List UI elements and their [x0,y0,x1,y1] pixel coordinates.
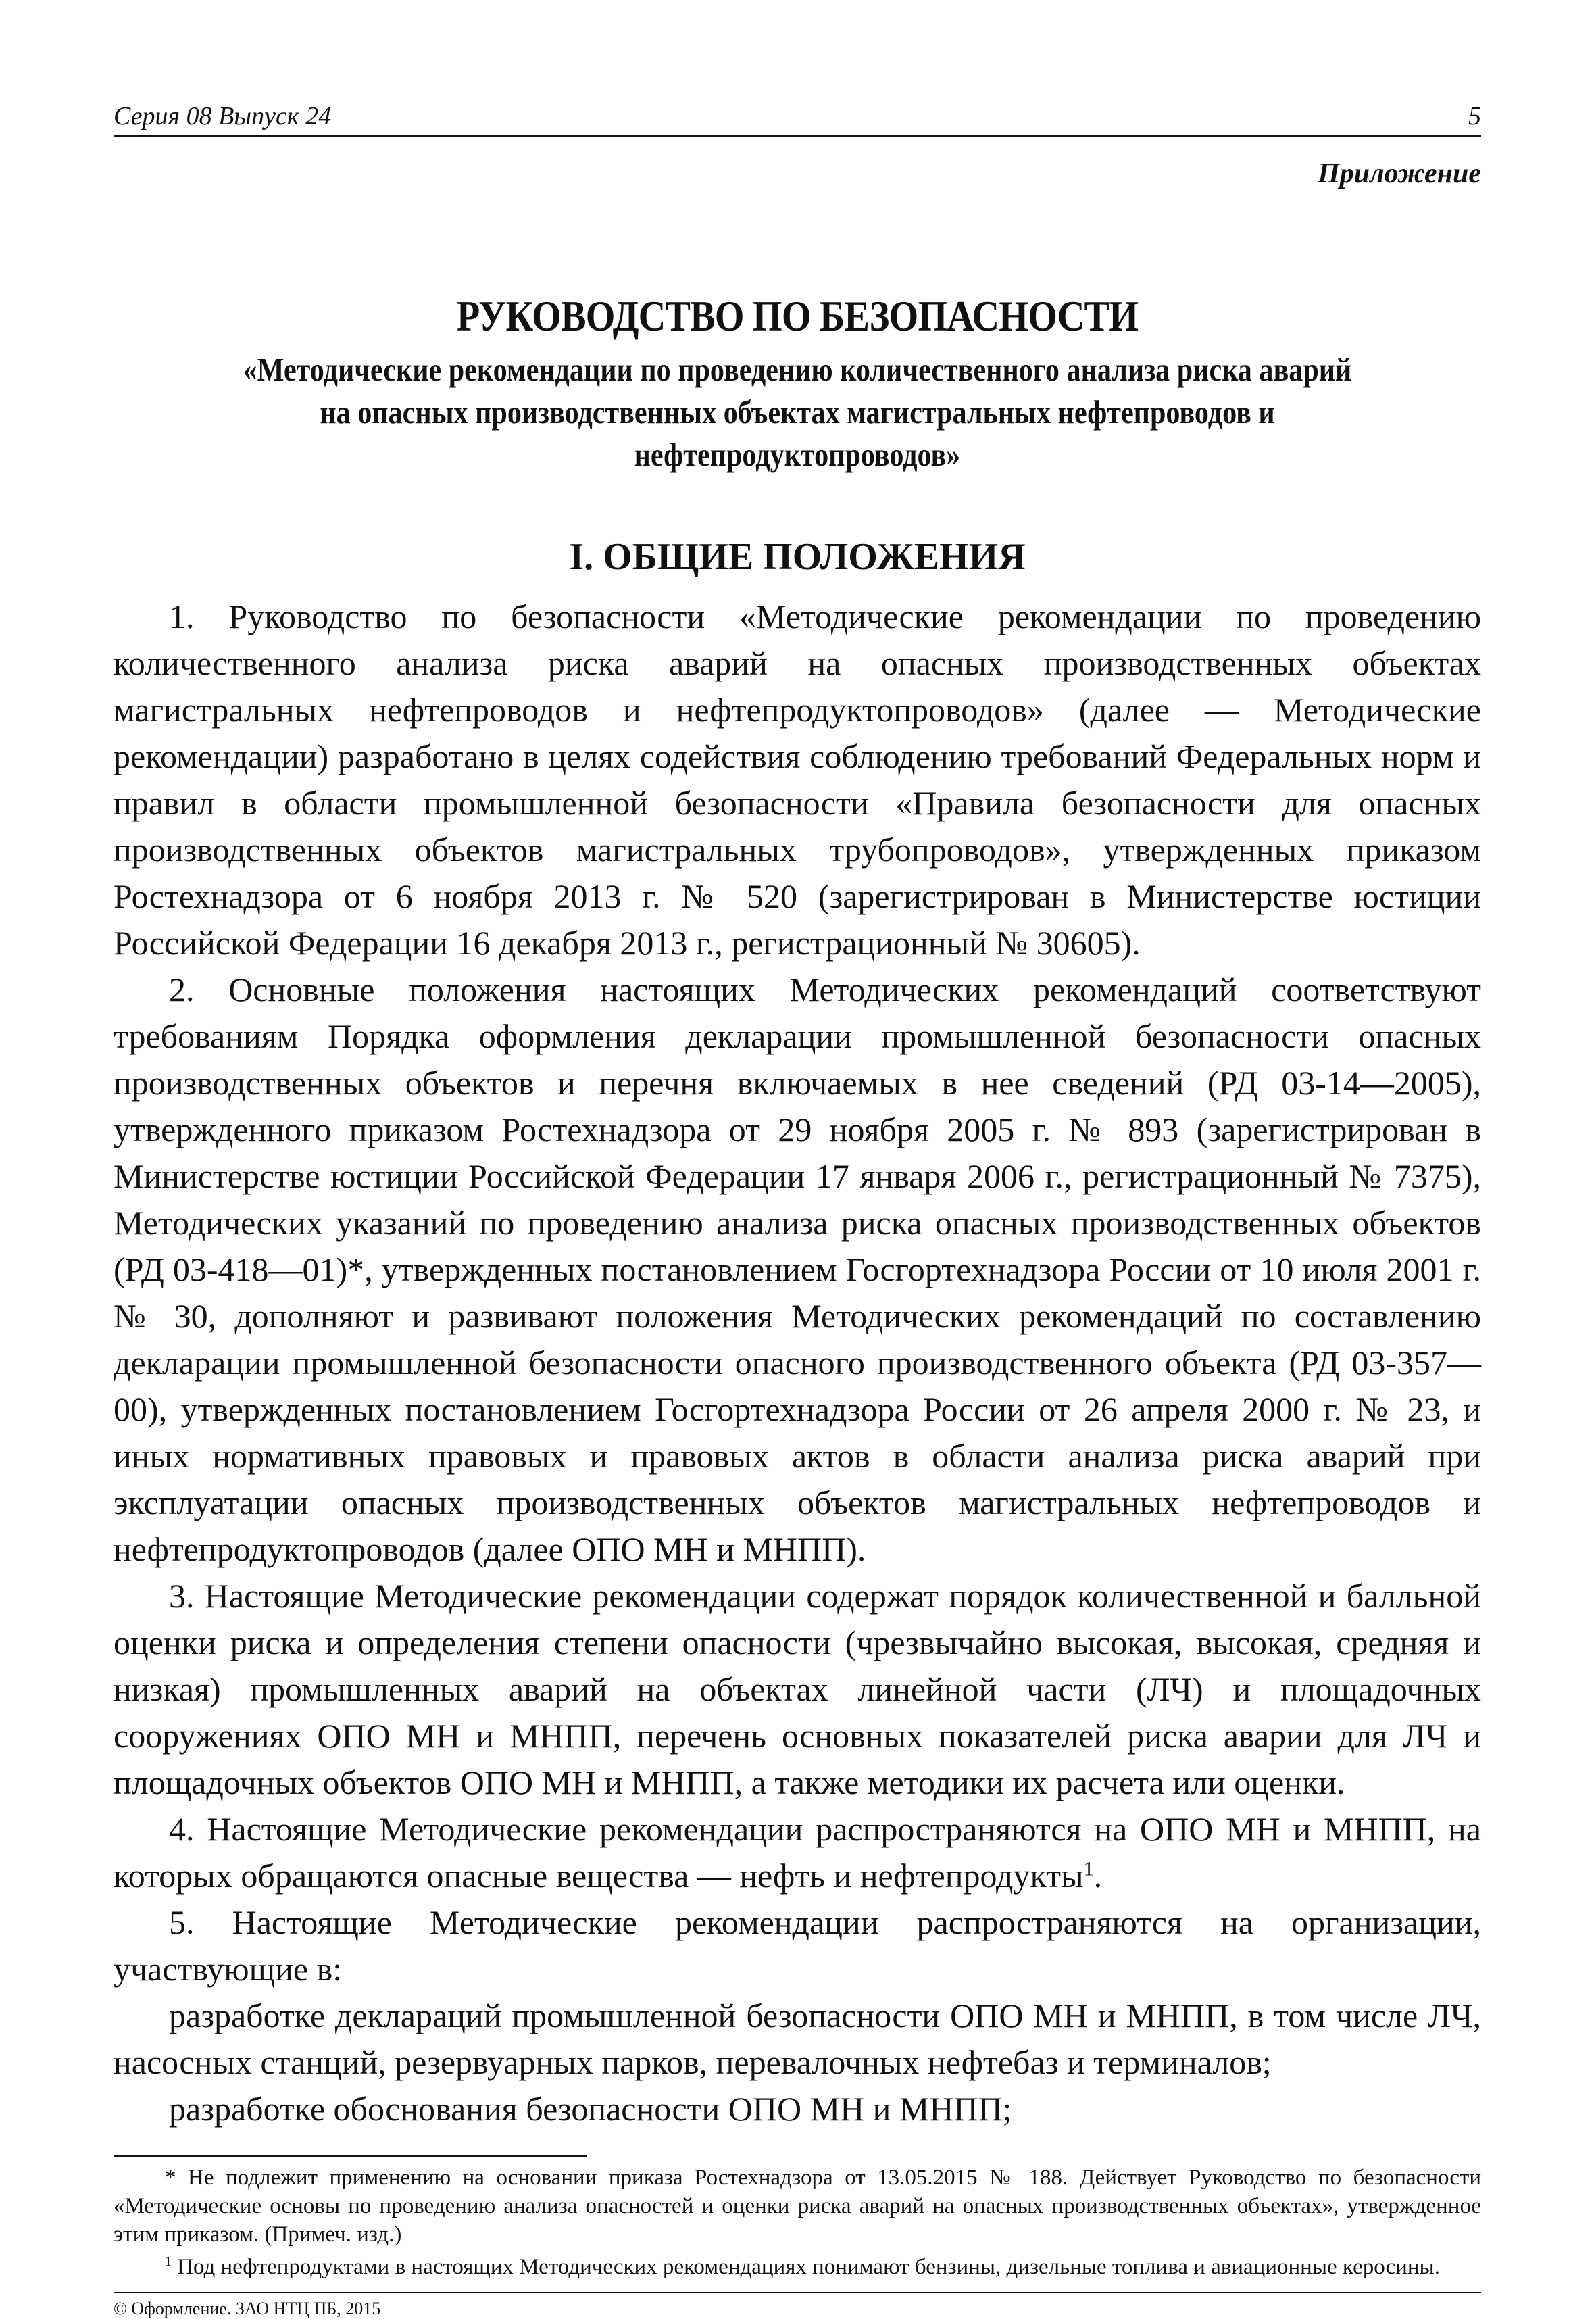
footnote-ref-1: 1 [1083,1857,1094,1880]
section-title: I. ОБЩИЕ ПОЛОЖЕНИЯ [569,536,1026,578]
paragraph-2: 2. Основные положения настоящих Методических рекомендаций соответствуют требованиям Порядка оформления декларации промышленной безопасности опасных производственных объектов и перечня включаемых в нее сведений (РД 03-14—2005), утвержденного приказом Ростехнадзора от 29 ноября 2005 г. № 893 (зарегистрирован в Министерстве юстиции Российской Федерации 17 января 2006 г., регистрационный № 7375), Методических указаний по проведению анализа риска опасных производственных объектов (РД 03-418—01)*, утвержденных постановлением Госгортехнадзора России от 10 июля 2001 г. № 30, дополняют и развивают положения Методических рекомендаций по составлению декларации промышленной безопасности опасного производственного объекта (РД 03-357—00), утвержденных постановлением Госгортехнадзора России от 26 апреля 2000 г. № 23, и иных нормативных правовых и правовых актов в области анализа риска аварий при эксплуатации опасных производственных объектов магистральных нефтепроводов и нефтепродуктопроводов (далее ОПО МН и МНПП). [114,971,1481,1568]
body-text [114,593,1481,2132]
subtitle-line-1: «Методические рекомендации по проведению количественного анализа риска аварий [243,351,1352,388]
footnote-1-mark: 1 [165,2254,172,2269]
paragraph-4-text: 4. Настоящие Методические рекомендации распространяются на ОПО МН и МНПП, на которых обращаются опасные вещества — нефть и нефтепродукты [114,1810,1481,1895]
paragraph-4-end: . [1093,1857,1103,1895]
paragraph-5: 5. Настоящие Методические рекомендации распространяются на организации, участвующие в: [114,1903,1481,1988]
footnote-divider [114,2155,587,2157]
document-page [114,101,1481,2319]
bottom-divider [114,2292,1481,2293]
paragraph-5-item-2: разработке обоснования безопасности ОПО МН и МНПП; [169,2090,1012,2128]
footnote-1 [114,2253,1481,2281]
document-title: РУКОВОДСТВО ПО БЕЗОПАСНОСТИ [456,292,1139,340]
paragraph-5-item-1: разработке деклараций промышленной безопасности ОПО МН и МНПП, в том числе ЛЧ, насосных станций, резервуарных парков, перевалочных нефтебаз и терминалов; [114,1997,1481,2081]
paragraph-1: 1. Руководство по безопасности «Методические рекомендации по проведению количественного анализа риска аварий на опасных производственных объектах магистральных нефтепроводов и нефтепродуктопроводов» (далее — Методические рекомендации) разработано в целях содействия соблюдению требований Федеральных норм и правил в области промышленной безопасности «Правила безопасности для опасных производственных объектов магистральных трубопроводов», утвержденных приказом Ростехнадзора от 6 ноября 2013 г. № 520 (зарегистрирован в Министерстве юстиции Российской Федерации 16 декабря 2013 г., регистрационный № 30605). [114,597,1481,962]
footnote-1-text: Под нефтепродуктами в настоящих Методических рекомендациях понимают бензины, дизельные топлива и авиационные керосины. [177,2255,1440,2279]
footnote-asterisk-text: Не подлежит применению на основании приказа Ростехнадзора от 13.05.2015 № 188. Действует Руководство по безопасности «Методические основы по проведению анализа опасностей и оценки риска аварий на опасных производственных объектах», утвержденное этим приказом. (Примеч. изд.) [114,2166,1482,2247]
subtitle-line-2: на опасных производственных объектах магистральных нефтепроводов и нефтепродуктопроводов» [320,393,1275,473]
footnote-asterisk [114,2164,1481,2249]
copyright-notice: © Оформление. ЗАО НТЦ ПБ, 2015 [114,2299,381,2318]
series-label: Серия 08 Выпуск 24 [114,102,332,130]
document-subtitle [209,348,1386,476]
paragraph-4 [114,1806,1481,1899]
page-number: 5 [1468,102,1481,130]
footnote-asterisk-mark: * [165,2166,176,2190]
paragraph-3: 3. Настоящие Методические рекомендации содержат порядок количественной и балльной оценки риска и определения степени опасности (чрезвычайно высокая, высокая, средняя и низкая) промышленных аварий на объектах линейной части (ЛЧ) и площадочных сооружениях ОПО МН и МНПП, перечень основных показателей риска аварии для ЛЧ и площадочных объектов ОПО МН и МНПП, а также методики их расчета или оценки. [114,1577,1481,1801]
appendix-label: Приложение [1318,158,1481,189]
running-header [114,101,1481,137]
footnotes [114,2164,1481,2281]
